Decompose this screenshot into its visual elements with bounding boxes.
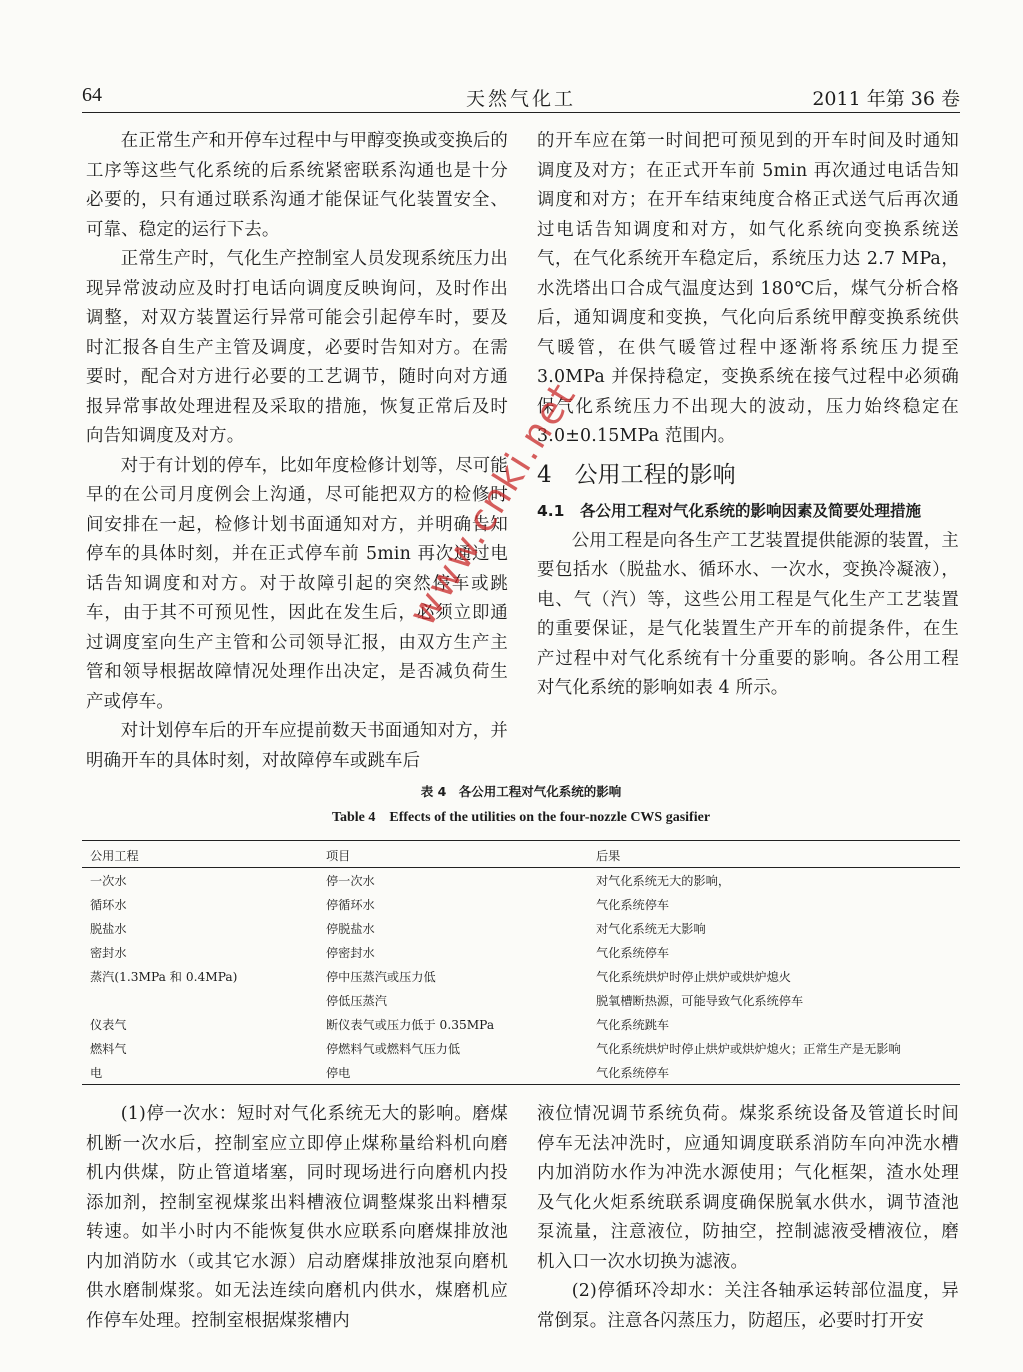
table-caption-cn: 表 4 各公用工程对气化系统的影响 bbox=[420, 784, 622, 799]
table-row bbox=[82, 1012, 960, 1036]
right-column bbox=[537, 127, 959, 704]
table-cell: 循环水 bbox=[90, 897, 127, 912]
page-header bbox=[82, 84, 960, 113]
table-cell: 燃料气 bbox=[90, 1041, 127, 1056]
paragraph: (1)停一次水：短时对气化系统无大的影响。磨煤机断一次水后，控制室应立即停止煤称量给料机向磨机内供煤，防止管道堵塞，同时现场进行向磨机内投添加剂，控制室视煤浆出料槽液位调整煤浆出料槽泵转速。如半小时内不能恢复供水应联系向磨煤排放池内加消防水（或其它水源）启动磨煤排放池泵向磨机供水磨制煤浆。如无法连续向磨机内供水，煤磨机应作停车处理。控制室根据煤浆槽内 bbox=[86, 1104, 508, 1331]
table-cell: 密封水 bbox=[90, 945, 127, 960]
column-header: 公用工程 bbox=[82, 841, 318, 868]
paragraph: 在正常生产和开停车过程中与甲醇变换或变换后的工序等这些气化系统的后系统紧密联系沟通也是十分必要的，只有通过联系沟通才能保证气化装置安全、可靠、稳定的运行下去。 bbox=[86, 131, 508, 240]
table-cell: 脱氧槽断热源，可能导致气化系统停车 bbox=[596, 993, 804, 1008]
watermark: www.cnki.net bbox=[400, 374, 585, 634]
table-cell: 气化系统停车 bbox=[596, 897, 670, 912]
table-row bbox=[82, 964, 960, 988]
table-row bbox=[82, 988, 960, 1012]
table-cell: 停电 bbox=[318, 1060, 588, 1085]
paragraph: 正常生产时，气化生产控制室人员发现系统压力出现异常波动应及时打电话向调度反映询问，及时作出调整，对双方装置运行异常可能会引起停车时，要及时汇报各自生产主管及调度，必要时告知对方。在需要时，配合对方进行必要的工艺调节，随时向对方通报异常事故处理进程及采取的措施，恢复正常后及时向告知调度及对方。 bbox=[86, 249, 508, 446]
table-cell bbox=[82, 988, 318, 1012]
table-cell: 停密封水 bbox=[326, 945, 375, 960]
page-number: 64 bbox=[82, 84, 102, 106]
table-cell: 电 bbox=[82, 1060, 318, 1085]
paragraph: 公用工程是向各生产工艺装置提供能源的装置，主要包括水（脱盐水、循环水、一次水，变换冷凝液），电、气（汽）等，这些公用工程是气化生产工艺装置的重要保证，是气化装置生产开车的前提条件，在生产过程中对气化系统有十分重要的影响。各公用工程对气化系统的影响如表 4 所示。 bbox=[537, 530, 959, 698]
table-cell: 仪表气 bbox=[90, 1017, 127, 1032]
table-row bbox=[82, 916, 960, 940]
section-heading: 4 公用工程的影响 bbox=[537, 461, 736, 488]
paragraph-continuation: 液位情况调节系统负荷。煤浆系统设备及管道长时间停车无法冲洗时，应通知调度联系消防车向冲洗水槽内加消防水作为冲洗水源使用；气化框架，渣水处理及气化火炬系统联系调度确保脱氧水供水，调节渣池泵流量，注意液位，防抽空，控制滤液受槽液位，磨机入口一次水切换为滤液。 bbox=[537, 1104, 959, 1272]
bottom-left-column bbox=[86, 1100, 508, 1336]
table-cell: 停一次水 bbox=[326, 873, 375, 888]
bottom-right-column bbox=[537, 1100, 959, 1336]
table-cell: 对气化系统无大的影响， bbox=[596, 873, 731, 888]
table-cell: 停低压蒸汽 bbox=[326, 993, 387, 1008]
journal-title: 天然气化工 bbox=[465, 88, 576, 110]
paragraph: 对于有计划的停车，比如年度检修计划等，尽可能早的在公司月度例会上沟通，尽可能把双方的检修时间安排在一起，检修计划书面通知对方，并明确告知停车的具体时刻，并在正式停车前 5min 再次通过电话告知调度和对方。对于故障引起的突然停车或跳车，由于其不可预见性，因此在发生后，必须立即通过调度室向生产主管和公司领导汇报，由双方生产主管和领导根据故障情况处理作出决定，是否减负荷生产或停车。 bbox=[86, 455, 508, 712]
table-row bbox=[82, 940, 960, 964]
table-cell: 断仪表气或压力低于 0.35MPa bbox=[326, 1017, 495, 1032]
table-cell: 蒸汽(1.3MPa 和 0.4MPa) bbox=[90, 969, 238, 984]
paragraph: 对计划停车后的开车应提前数天书面通知对方，并明确开车的具体时刻，对故障停车或跳车后 bbox=[86, 721, 508, 771]
table-cell: 脱盐水 bbox=[90, 921, 127, 936]
table-cell: 气化系统烘炉时停止烘炉或烘炉熄火；正常生产是无影响 bbox=[596, 1041, 901, 1056]
left-column bbox=[86, 127, 508, 776]
table-caption-en: Table 4 Effects of the utilities on the four-nozzle CWS gasifier bbox=[331, 810, 711, 825]
table-cell: 气化系统烘炉时停止烘炉或烘炉熄火 bbox=[596, 969, 791, 984]
table-cell: 停循环水 bbox=[326, 897, 375, 912]
table-header-row bbox=[82, 841, 960, 868]
utilities-table bbox=[82, 840, 960, 1085]
table-cell: 气化系统跳车 bbox=[596, 1017, 670, 1032]
year-volume: 2011 年第 36 卷 bbox=[812, 88, 960, 110]
subsection-heading: 4.1 各公用工程对气化系统的影响因素及简要处理措施 bbox=[537, 501, 921, 520]
table-cell: 对气化系统无大影响 bbox=[596, 921, 706, 936]
column-header: 后果 bbox=[588, 841, 960, 868]
table-row bbox=[82, 1036, 960, 1060]
table-cell: 气化系统停车 bbox=[596, 945, 670, 960]
table-cell: 气化系统停车 bbox=[588, 1060, 960, 1085]
paragraph-continuation: 的开车应在第一时间把可预见到的开车时间及时通知调度及对方；在正式开车前 5min 再次通过电话告知调度和对方；在开车结束纯度合格正式送气后再次通过电话告知调度和对方，如气化系统向变换系统送气，在气化系统开车稳定后，系统压力达 2.7 MPa，水洗塔出口合成气温度达到 180℃后，煤气分析合格后，通知调度和变换，气化向后系统甲醇变换系统供气暖管，在供气暖管过程中逐渐将系统压力提至 3.0MPa 并保持稳定，变换系统在接气过程中必须确保气化系统压力不出现大的波动，压力始终稳定在 3.0±0.15MPa 范围内。 bbox=[537, 131, 959, 446]
table-row bbox=[82, 1060, 960, 1085]
table-cell: 停中压蒸汽或压力低 bbox=[326, 969, 436, 984]
table-cell: 停脱盐水 bbox=[326, 921, 375, 936]
table-row bbox=[82, 892, 960, 916]
paragraph: (2)停循环冷却水：关注各轴承运转部位温度，异常倒泵。注意各闪蒸压力，防超压，必要时打开安 bbox=[537, 1281, 959, 1331]
table-row bbox=[82, 868, 960, 893]
table-cell: 一次水 bbox=[90, 873, 127, 888]
table-cell: 停燃料气或燃料气压力低 bbox=[326, 1041, 461, 1056]
column-header: 项目 bbox=[318, 841, 588, 868]
